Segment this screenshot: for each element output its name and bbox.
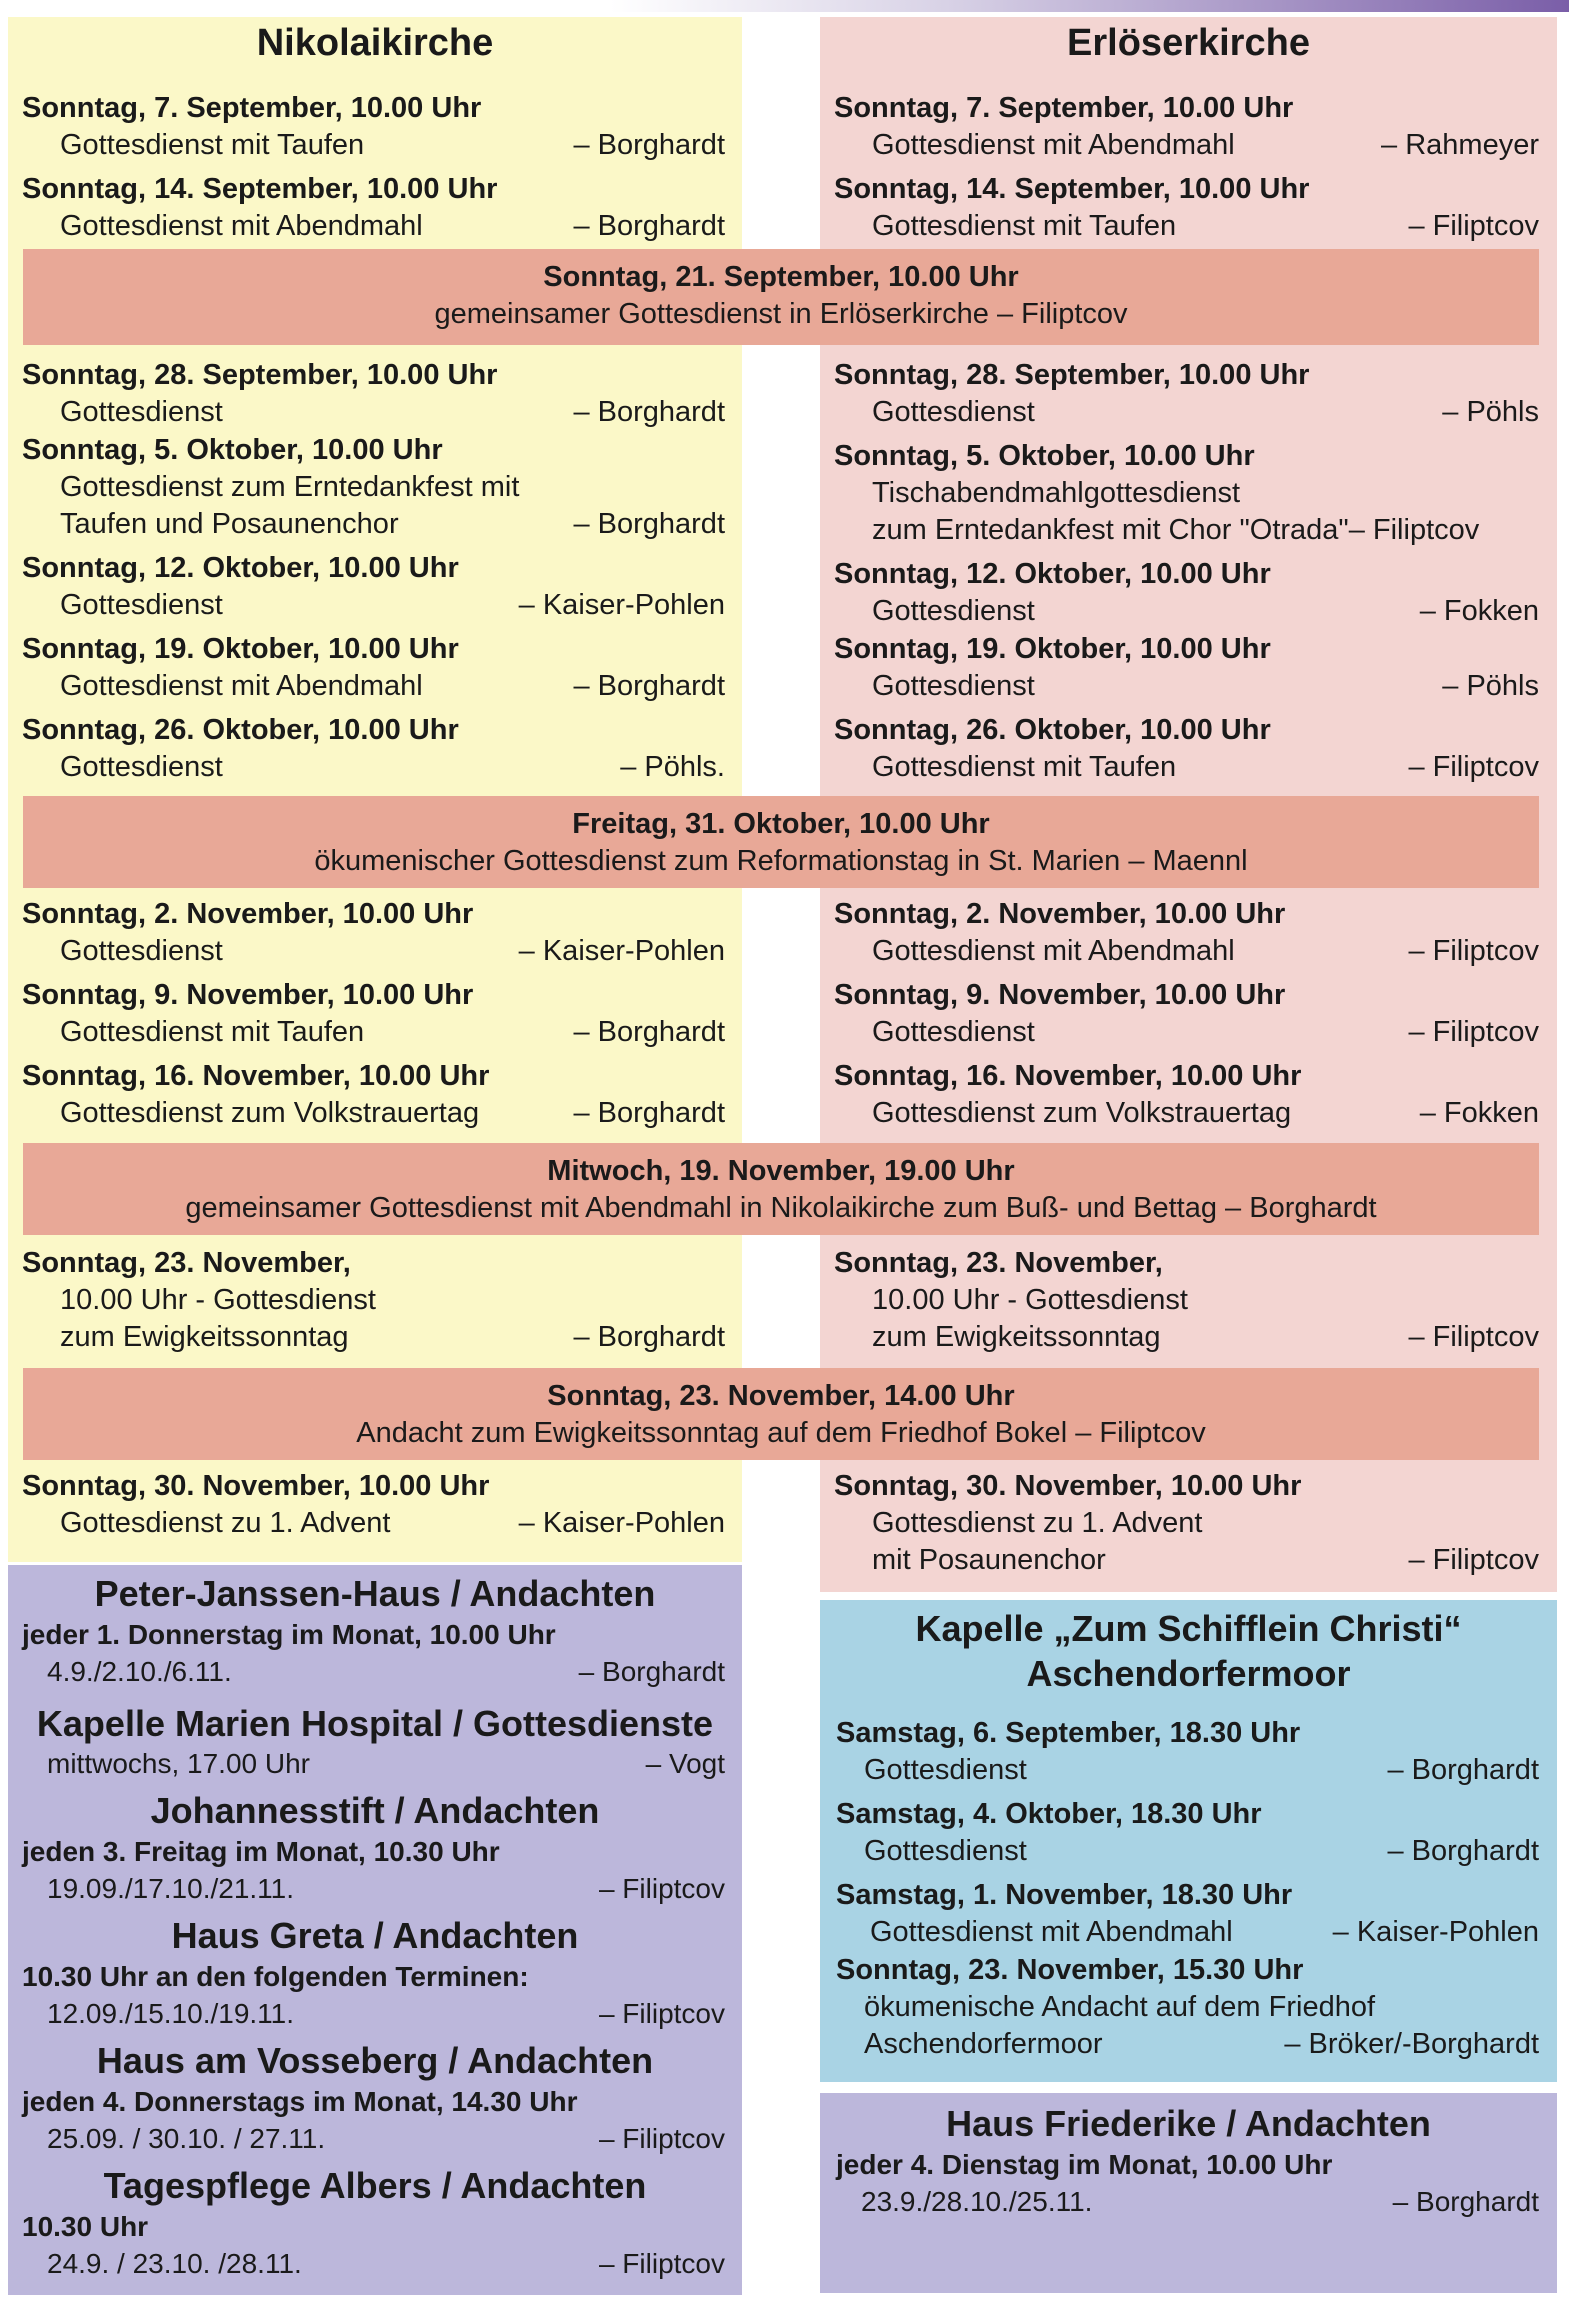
service-entry: [22, 90, 725, 164]
section-dates: 19.09./17.10./21.11.: [47, 1873, 295, 1904]
service-date: Sonntag, 7. September, 10.00 Uhr: [22, 92, 482, 124]
service-description: Gottesdienst mit Abendmahl: [60, 670, 423, 702]
service-description: Gottesdienst: [872, 1016, 1035, 1048]
service-description: Gottesdienst: [60, 589, 223, 621]
service-description: Gottesdienst: [60, 751, 223, 783]
service-description: Gottesdienst zum Erntedankfest mit: [60, 471, 520, 503]
service-pastor: – Filiptcov: [1408, 935, 1539, 967]
section-dates: 4.9./2.10./6.11.: [47, 1656, 232, 1687]
kapelle-subtitle: Aschendorfermoor: [1026, 1653, 1351, 1694]
section-details: [836, 2146, 1539, 2220]
service-entry: [836, 1877, 1539, 1951]
service-date: Sonntag, 26. Oktober, 10.00 Uhr: [22, 714, 459, 746]
service-entry: [834, 556, 1539, 630]
joint-service-band: [23, 1368, 1539, 1460]
joint-service-band: [23, 796, 1539, 888]
erloeserkirche-title: Erlöserkirche: [1067, 22, 1310, 64]
section-title: Kapelle Marien Hospital / Gottesdienste: [36, 1703, 714, 1744]
service-entry: [834, 896, 1539, 970]
service-date: Sonntag, 19. Oktober, 10.00 Uhr: [834, 633, 1271, 665]
service-description: Gottesdienst mit Taufen: [872, 751, 1177, 783]
section-pastor: – Filiptcov: [598, 2248, 725, 2279]
service-date: Sonntag, 19. Oktober, 10.00 Uhr: [22, 633, 459, 665]
service-date: Sonntag, 2. November, 10.00 Uhr: [834, 898, 1286, 930]
service-description: 10.00 Uhr - Gottesdienst: [60, 1284, 376, 1316]
service-description: Gottesdienst zum Volkstrauertag: [872, 1097, 1292, 1129]
service-pastor: – Kaiser-Pohlen: [518, 1507, 725, 1539]
service-pastor: – Bröker/-Borghardt: [1284, 2028, 1539, 2060]
section-details: [22, 1958, 725, 2032]
section-title: Haus Greta / Andachten: [171, 1915, 579, 1956]
service-description: zum Erntedankfest mit Chor "Otrada"– Filiptcov: [872, 514, 1480, 546]
service-pastor: – Filiptcov: [1408, 210, 1539, 242]
service-entry: [836, 1952, 1539, 2063]
service-pastor: – Pöhls: [1442, 670, 1539, 702]
kapelle-title: Kapelle „Zum Schifflein Christi“: [915, 1608, 1462, 1649]
service-description: zum Ewigkeitssonntag: [872, 1321, 1161, 1353]
service-entry: [22, 896, 725, 970]
service-entry: [22, 631, 725, 705]
service-description: Gottesdienst: [864, 1754, 1027, 1786]
service-description: mit Posaunenchor: [872, 1544, 1106, 1576]
service-entry: [22, 357, 725, 431]
service-date: Sonntag, 26. Oktober, 10.00 Uhr: [834, 714, 1271, 746]
service-entry: [836, 1796, 1539, 1870]
service-description: Tischabendmahlgottesdienst: [872, 477, 1241, 509]
service-date: Sonntag, 28. September, 10.00 Uhr: [834, 359, 1310, 391]
service-description: Gottesdienst zu 1. Advent: [872, 1507, 1203, 1539]
service-pastor: – Kaiser-Pohlen: [518, 589, 725, 621]
service-entry: [834, 1245, 1539, 1356]
section-details: [22, 2208, 725, 2282]
service-date: Sonntag, 9. November, 10.00 Uhr: [22, 979, 474, 1011]
service-description: Taufen und Posaunenchor: [60, 508, 399, 540]
section-title: Haus Friederike / Andachten: [946, 2103, 1431, 2144]
service-description: 10.00 Uhr - Gottesdienst: [872, 1284, 1188, 1316]
service-entry: [834, 1468, 1539, 1579]
service-description: Gottesdienst mit Taufen: [872, 210, 1177, 242]
service-date: Sonntag, 9. November, 10.00 Uhr: [834, 979, 1286, 1011]
service-date: Sonntag, 12. Oktober, 10.00 Uhr: [834, 558, 1271, 590]
band-description: ökumenischer Gottesdienst zum Reformationstag in St. Marien – Maennl: [314, 845, 1248, 877]
service-pastor: – Pöhls.: [620, 751, 725, 783]
section-schedule: 10.30 Uhr an den folgenden Terminen:: [22, 1961, 529, 1992]
service-date: Sonntag, 30. November, 10.00 Uhr: [22, 1470, 490, 1502]
service-description: Gottesdienst mit Taufen: [60, 1016, 365, 1048]
service-description: Gottesdienst zu 1. Advent: [60, 1507, 391, 1539]
service-date: Sonntag, 30. November, 10.00 Uhr: [834, 1470, 1302, 1502]
section-dates: 24.9. / 23.10. /28.11.: [47, 2248, 302, 2279]
band-date: Mitwoch, 19. November, 19.00 Uhr: [547, 1155, 1015, 1187]
section-pastor: – Borghardt: [578, 1656, 725, 1687]
service-description: Gottesdienst: [872, 396, 1035, 428]
band-description: Andacht zum Ewigkeitssonntag auf dem Friedhof Bokel – Filiptcov: [356, 1417, 1206, 1449]
service-entry: [834, 977, 1539, 1051]
service-date: Sonntag, 14. September, 10.00 Uhr: [834, 173, 1310, 205]
service-description: Gottesdienst: [864, 1835, 1027, 1867]
service-date: Sonntag, 23. November,: [22, 1247, 351, 1279]
service-entry: [834, 631, 1539, 705]
service-description: Gottesdienst zum Volkstrauertag: [60, 1097, 480, 1129]
band-date: Sonntag, 23. November, 14.00 Uhr: [547, 1380, 1015, 1412]
service-pastor: – Filiptcov: [1408, 1544, 1539, 1576]
service-entry: [22, 171, 725, 245]
service-pastor: – Borghardt: [573, 1097, 725, 1129]
service-date: Sonntag, 16. November, 10.00 Uhr: [22, 1060, 490, 1092]
band-date: Freitag, 31. Oktober, 10.00 Uhr: [572, 808, 990, 840]
section-details: [22, 2083, 725, 2157]
service-date: Sonntag, 23. November,: [834, 1247, 1163, 1279]
section-schedule: 10.30 Uhr: [22, 2211, 149, 2242]
service-date: Samstag, 6. September, 18.30 Uhr: [836, 1717, 1301, 1749]
section-details: [22, 1833, 725, 1907]
section-title: Tagespflege Albers / Andachten: [103, 2165, 647, 2206]
service-entry: [834, 712, 1539, 786]
service-pastor: – Filiptcov: [1408, 751, 1539, 783]
service-entry: [834, 438, 1539, 549]
band-description: gemeinsamer Gottesdienst in Erlöserkirche – Filiptcov: [434, 298, 1128, 330]
service-entry: [22, 432, 725, 543]
service-description: Gottesdienst mit Abendmahl: [872, 935, 1235, 967]
section-pastor: – Filiptcov: [598, 1998, 725, 2029]
section-pastor: – Filiptcov: [598, 1873, 725, 1904]
service-date: Samstag, 4. Oktober, 18.30 Uhr: [836, 1798, 1262, 1830]
band-description: gemeinsamer Gottesdienst mit Abendmahl in Nikolaikirche zum Buß- und Bettag – Borghardt: [185, 1192, 1377, 1224]
service-pastor: – Borghardt: [573, 670, 725, 702]
service-date: Sonntag, 7. September, 10.00 Uhr: [834, 92, 1294, 124]
section-schedule: jeden 4. Donnerstags im Monat, 14.30 Uhr: [22, 2086, 578, 2117]
service-pastor: – Filiptcov: [1408, 1321, 1539, 1353]
service-description: Gottesdienst: [872, 670, 1035, 702]
section-title: Haus am Vosseberg / Andachten: [96, 2040, 654, 2081]
service-date: Sonntag, 23. November, 15.30 Uhr: [836, 1954, 1304, 1986]
section-schedule: mittwochs, 17.00 Uhr: [47, 1748, 310, 1779]
service-entry: [834, 171, 1539, 245]
section-dates: 23.9./28.10./25.11.: [861, 2186, 1093, 2217]
service-entry: [22, 550, 725, 624]
section-dates: 12.09./15.10./19.11.: [47, 1998, 295, 2029]
service-description: Gottesdienst mit Abendmahl: [60, 210, 423, 242]
service-date: Sonntag, 5. Oktober, 10.00 Uhr: [22, 434, 443, 466]
section-pastor: – Filiptcov: [598, 2123, 725, 2154]
section-pastor: – Borghardt: [1392, 2186, 1539, 2217]
top-decoration-bar: [610, 0, 1569, 12]
service-entry: [22, 712, 725, 786]
service-pastor: – Kaiser-Pohlen: [1332, 1916, 1539, 1948]
service-pastor: – Borghardt: [573, 210, 725, 242]
service-pastor: – Borghardt: [1387, 1835, 1539, 1867]
service-entry: [834, 1058, 1539, 1132]
band-date: Sonntag, 21. September, 10.00 Uhr: [543, 261, 1019, 293]
service-date: Sonntag, 2. November, 10.00 Uhr: [22, 898, 474, 930]
section-dates: 25.09. / 30.10. / 27.11.: [47, 2123, 326, 2154]
service-description: Gottesdienst: [872, 595, 1035, 627]
service-pastor: – Fokken: [1419, 1097, 1539, 1129]
service-date: Sonntag, 5. Oktober, 10.00 Uhr: [834, 440, 1255, 472]
service-description: Gottesdienst: [60, 935, 223, 967]
service-date: Sonntag, 16. November, 10.00 Uhr: [834, 1060, 1302, 1092]
joint-service-band: [23, 249, 1539, 345]
section-schedule: jeder 1. Donnerstag im Monat, 10.00 Uhr: [22, 1619, 556, 1650]
service-description: Gottesdienst mit Abendmahl: [870, 1916, 1233, 1948]
service-description: ökumenische Andacht auf dem Friedhof: [864, 1991, 1376, 2023]
service-description: Gottesdienst mit Abendmahl: [872, 129, 1235, 161]
service-description: Aschendorfermoor: [864, 2028, 1103, 2060]
section-schedule: jeden 3. Freitag im Monat, 10.30 Uhr: [22, 1836, 500, 1867]
service-date: Samstag, 1. November, 18.30 Uhr: [836, 1879, 1293, 1911]
service-pastor: – Rahmeyer: [1381, 129, 1539, 161]
service-pastor: – Borghardt: [573, 1016, 725, 1048]
service-pastor: – Fokken: [1419, 595, 1539, 627]
nikolaikirche-title: Nikolaikirche: [256, 22, 494, 64]
section-pastor: – Vogt: [645, 1748, 725, 1779]
joint-service-band: [23, 1143, 1539, 1235]
service-pastor: – Borghardt: [573, 396, 725, 428]
section-details: [22, 1616, 725, 1690]
service-entry: [22, 1058, 725, 1132]
service-date: Sonntag, 28. September, 10.00 Uhr: [22, 359, 498, 391]
service-pastor: – Kaiser-Pohlen: [518, 935, 725, 967]
service-entry: [22, 977, 725, 1051]
service-pastor: – Borghardt: [573, 129, 725, 161]
service-description: Gottesdienst mit Taufen: [60, 129, 365, 161]
service-pastor: – Borghardt: [1387, 1754, 1539, 1786]
service-pastor: – Borghardt: [573, 1321, 725, 1353]
service-pastor: – Pöhls: [1442, 396, 1539, 428]
service-description: zum Ewigkeitssonntag: [60, 1321, 349, 1353]
service-entry: [22, 1468, 725, 1542]
section-title: Peter-Janssen-Haus / Andachten: [94, 1573, 656, 1614]
section-title: Johannesstift / Andachten: [150, 1790, 600, 1831]
service-pastor: – Borghardt: [573, 508, 725, 540]
section-schedule: jeder 4. Dienstag im Monat, 10.00 Uhr: [836, 2149, 1333, 2180]
service-pastor: – Filiptcov: [1408, 1016, 1539, 1048]
service-entry: [834, 357, 1539, 431]
service-entry: [834, 90, 1539, 164]
service-entry: [836, 1715, 1539, 1789]
service-date: Sonntag, 12. Oktober, 10.00 Uhr: [22, 552, 459, 584]
service-date: Sonntag, 14. September, 10.00 Uhr: [22, 173, 498, 205]
section-details: [22, 1745, 725, 1782]
service-description: Gottesdienst: [60, 396, 223, 428]
service-entry: [22, 1245, 725, 1356]
